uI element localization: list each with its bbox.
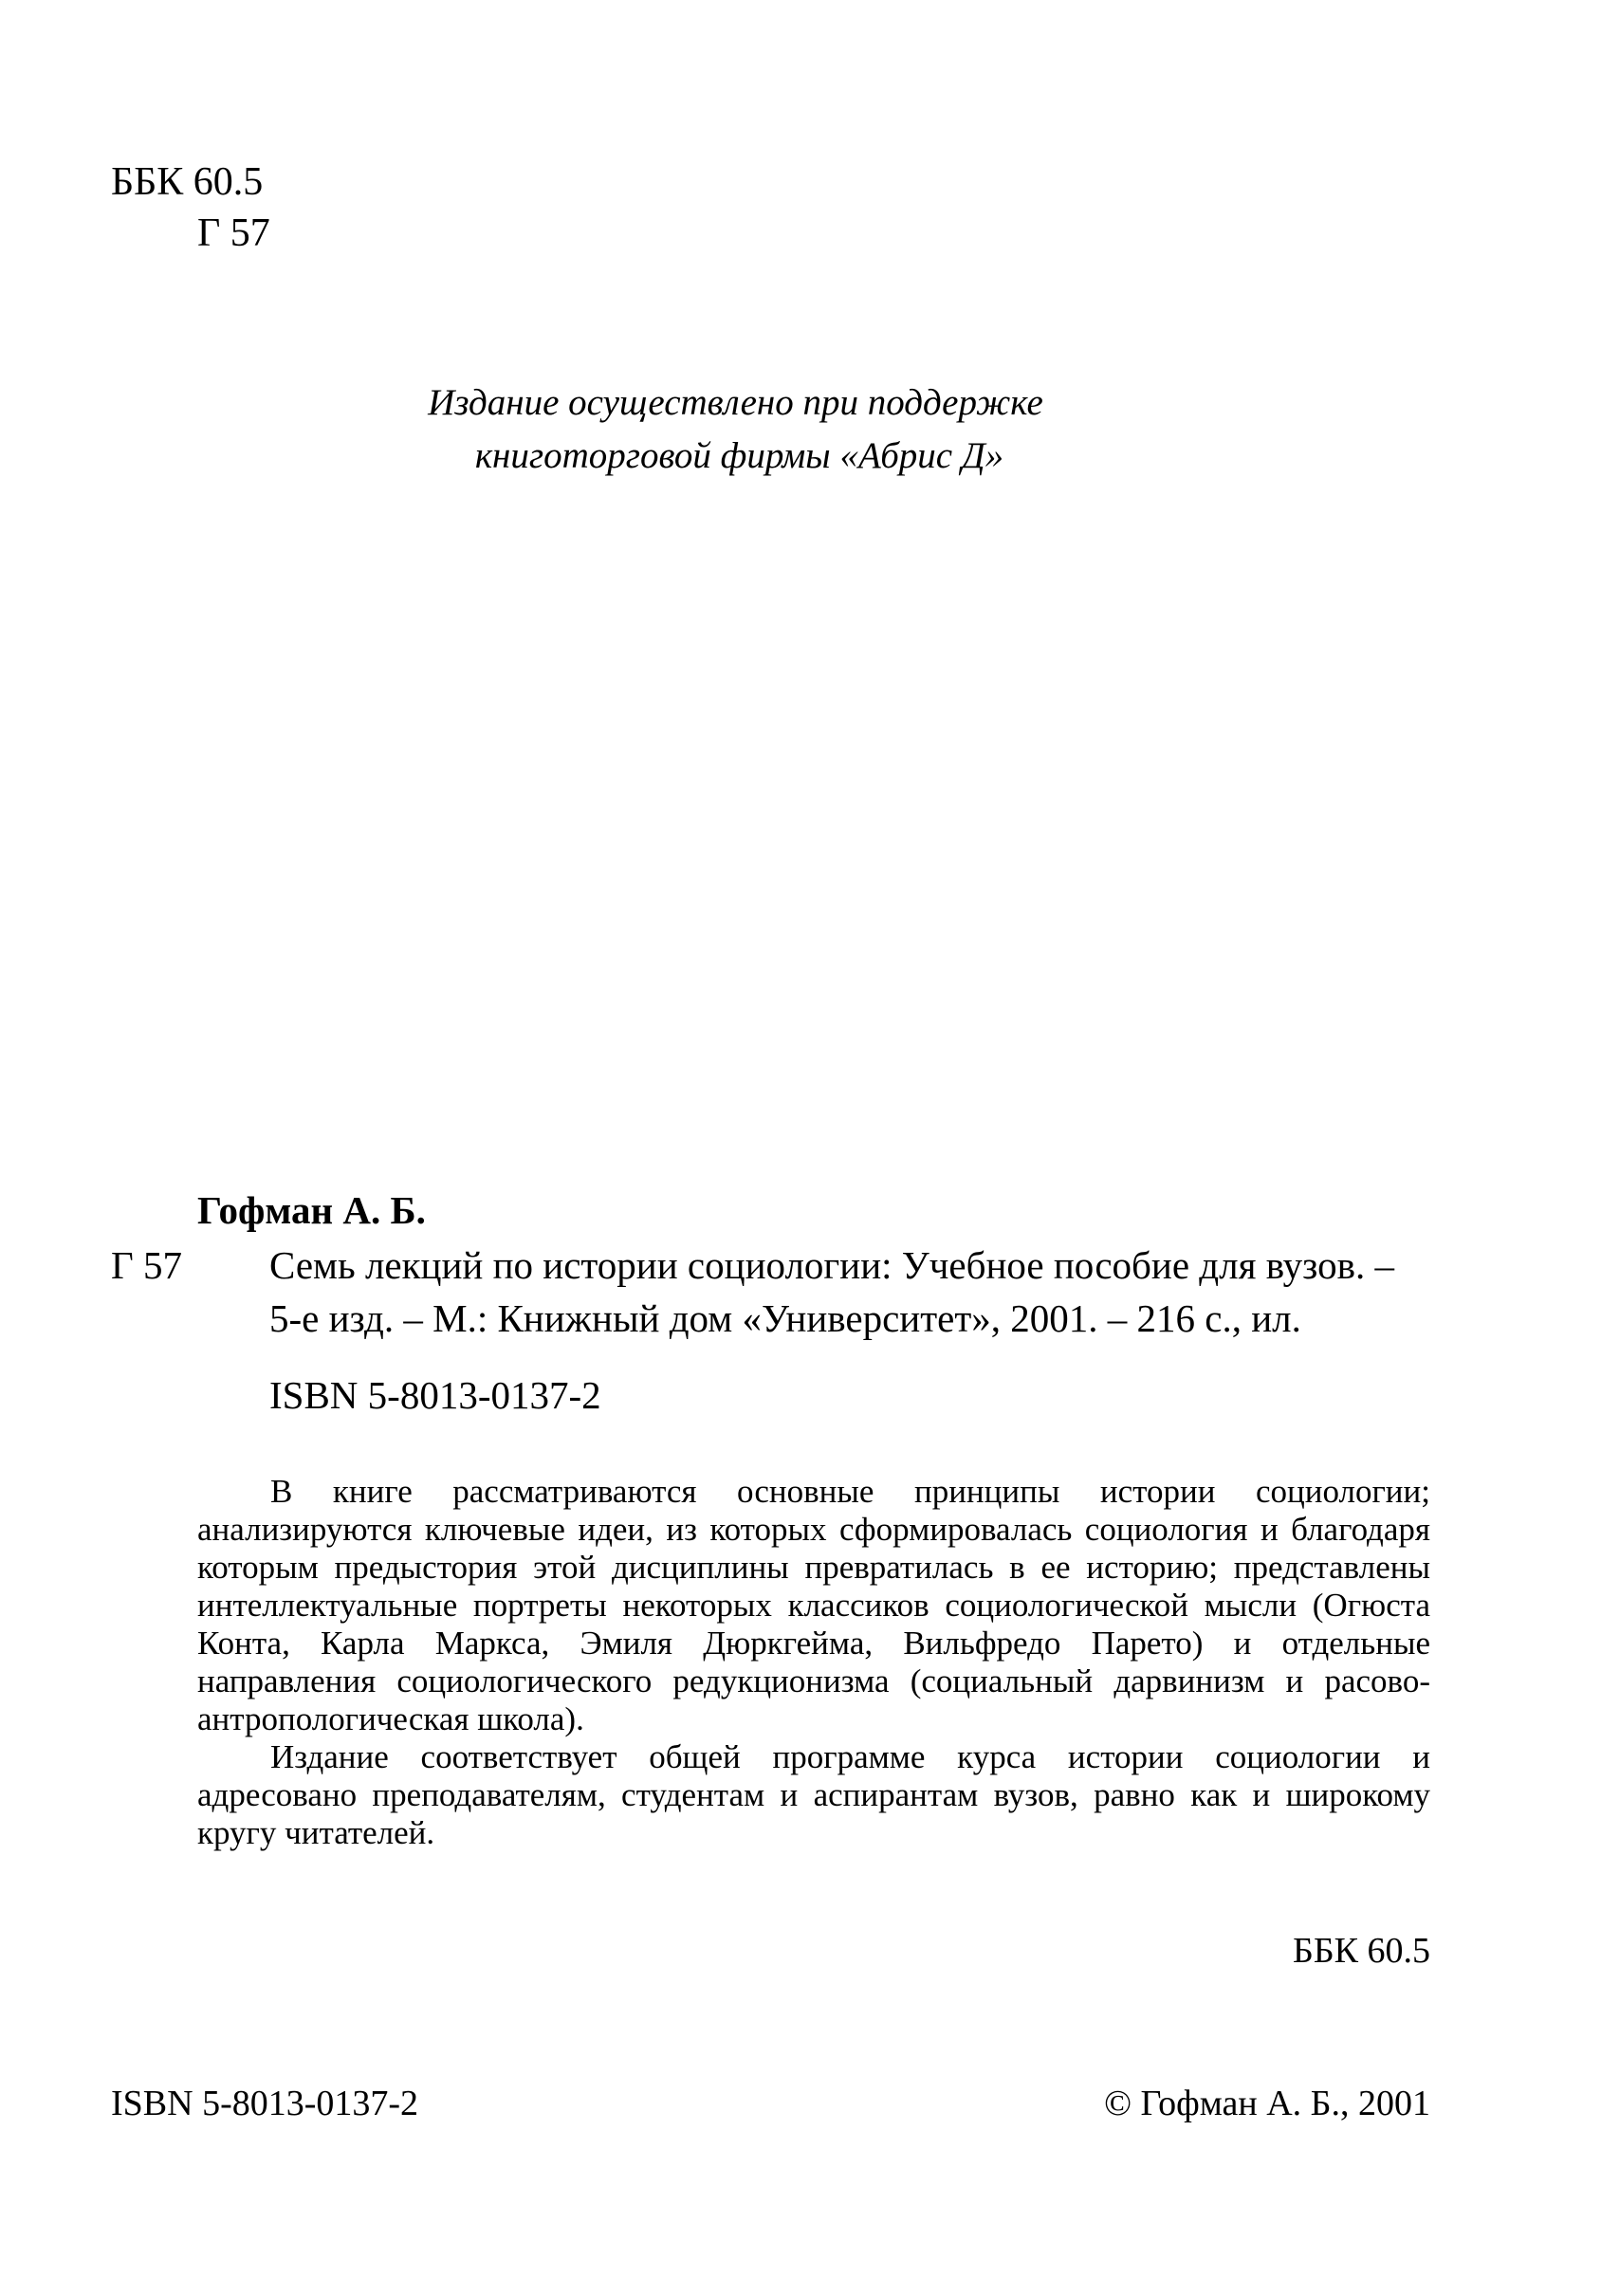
author-mark: Г 57 (197, 211, 270, 255)
support-note (0, 377, 1601, 483)
catalog-isbn: ISBN 5-8013-0137-2 (269, 1373, 601, 1417)
catalog-author-name: Гофман А. Б. (197, 1188, 426, 1232)
support-note-line-2: книготорговой фирмы «Абрис Д» (474, 435, 1004, 476)
annotation-paragraph-2: Издание соответствует общей программе курса истории социологии и адресовано преподавателям, студентам и аспирантам вузов, равно как и широкому кругу читателей. (197, 1738, 1430, 1851)
catalog-description-line-1: Семь лекций по истории социологии: Учебное пособие для вузов. – (269, 1243, 1394, 1287)
footer-bbk-code: ББК 60.5 (1293, 1931, 1430, 1971)
annotation (197, 1473, 1430, 1852)
catalog-author-mark: Г 57 (111, 1243, 182, 1287)
support-note-line-1: Издание осуществлено при поддержке (428, 382, 1043, 423)
footer-isbn: ISBN 5-8013-0137-2 (111, 2084, 419, 2123)
bbk-classification-code: ББК 60.5 (111, 160, 264, 204)
copyright-notice: © Гофман А. Б., 2001 (1104, 2084, 1430, 2123)
annotation-paragraph-1: В книге рассматриваются основные принципы истории социологии; анализируются ключевые идеи, из которых сформировалась социология и благодаря которым предыстория этой дисциплины превратилась в ее историю; представлены интеллектуальные портреты некоторых классиков социологической мысли (Огюста Конта, Карла Маркса, Эмиля Дюркгейма, Вильфредо Парето) и отдельные направления социологического редукционизма (социальный дарвинизм и расово-антропологическая школа). (197, 1473, 1430, 1737)
catalog-description-line-2: 5-е изд. – М.: Книжный дом «Университет», 2001. – 216 с., ил. (269, 1296, 1301, 1340)
